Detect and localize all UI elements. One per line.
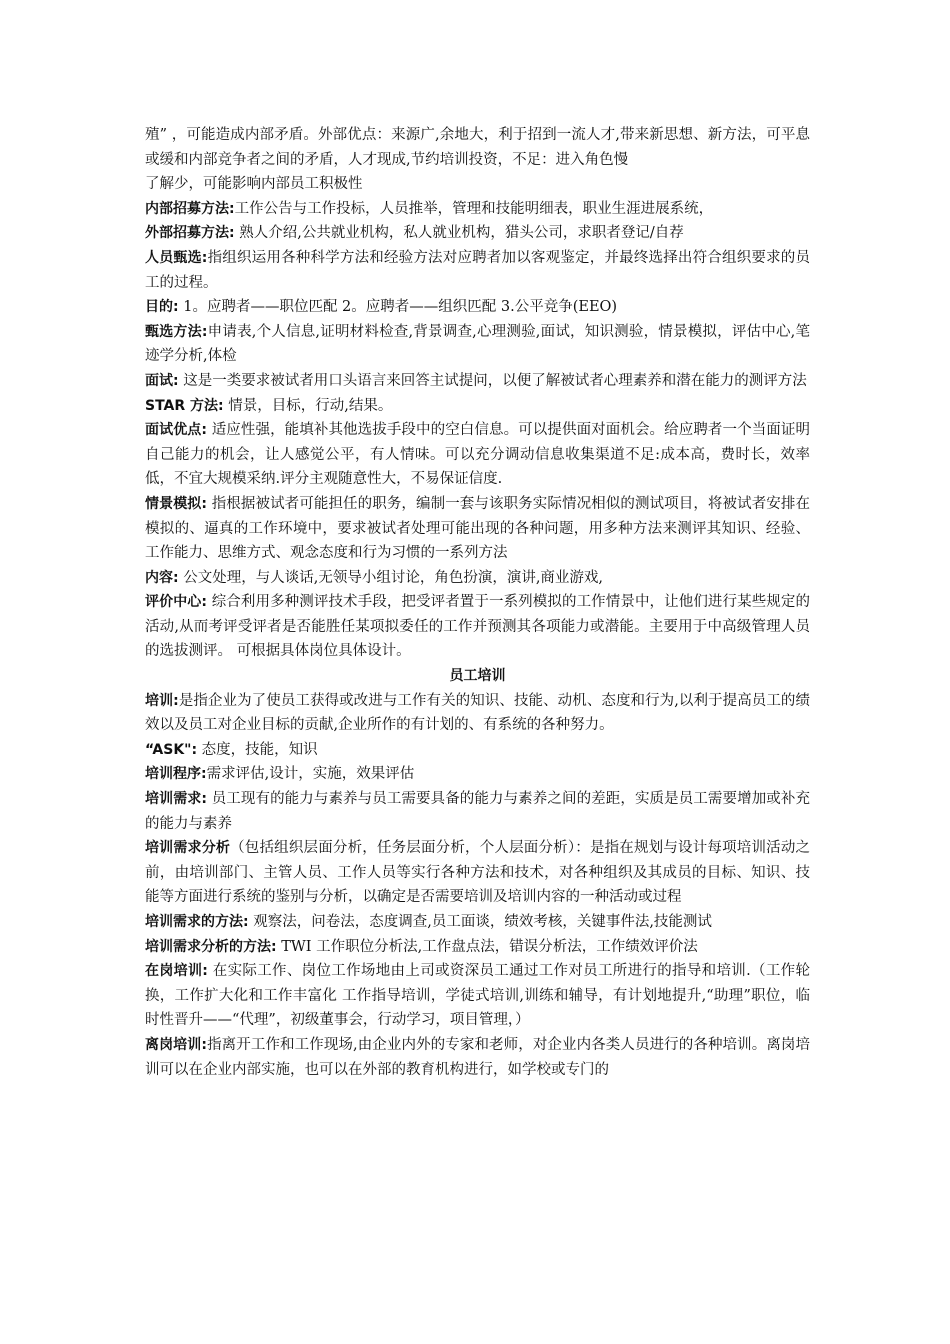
term-label: 培训需求分析 bbox=[145, 840, 231, 857]
paragraph-text: （包括组织层面分析，任务层面分析，个人层面分析）：是指在规划与设计每项培训活动之前，由培训部门、主管人员、工作人员等实行各种方法和技术，对各种组织及其成员的目标、知识、技能等方面进行系统的鉴别与分析，以确定是否需要培训及培训内容的一种活动或过程 bbox=[145, 840, 811, 906]
term-label: 培训需求的方法: bbox=[145, 914, 249, 930]
paragraph bbox=[145, 959, 810, 1033]
term-label: 培训程序: bbox=[145, 766, 207, 783]
term-label: 离岗培训: bbox=[145, 1036, 207, 1053]
paragraph-text: 这是一类要求被试者用口头语言来回答主试提问，以便了解被试者心理素养和潜在能力的测评方法 bbox=[178, 372, 807, 389]
term-label: 情景模拟: bbox=[145, 495, 207, 512]
paragraph bbox=[145, 418, 810, 492]
paragraph-text: 指组织运用各种科学方法和经验方法对应聘者加以客观鉴定，并最终选择出符合组织要求的员工的过程。 bbox=[145, 249, 810, 291]
paragraph bbox=[145, 590, 810, 664]
paragraph bbox=[145, 738, 810, 763]
paragraph bbox=[145, 123, 810, 172]
paragraph-text: 适应性强，能填补其他选拔手段中的空白信息。可以提供面对面机会。给应聘者一个当面证明自己能力的机会，让人感觉公平，有人情味。可以充分调动信息收集渠道不足:成本高，费时长，效率低，不宜大规模采纳.评分主观随意性大，不易保证信度. bbox=[145, 422, 810, 488]
paragraph bbox=[145, 246, 810, 295]
paragraph bbox=[145, 221, 810, 246]
term-label: 甄选方法: bbox=[145, 323, 208, 340]
paragraph-text: 申请表,个人信息,证明材料检查,背景调查,心理测验,面试，知识测验，情景模拟，评估中心,笔迹学分析,体检 bbox=[145, 323, 810, 365]
paragraph-text: 指离开工作和工作现场,由企业内外的专家和老师，对企业内各类人员进行的各种培训。离岗培训可以在企业内部实施，也可以在外部的教育机构进行，如学校或专门的 bbox=[145, 1036, 810, 1078]
term-label: 内容: bbox=[145, 569, 179, 586]
paragraph bbox=[145, 295, 810, 320]
term-label: 内部招募方法: bbox=[145, 200, 235, 217]
paragraph-text: 情景，目标，行动,结果。 bbox=[223, 397, 393, 414]
paragraph bbox=[145, 910, 810, 935]
paragraph-text: 观察法，问卷法，态度调查,员工面谈，绩效考核，关键事件法,技能测试 bbox=[248, 914, 712, 930]
term-label: 培训需求: bbox=[145, 791, 207, 808]
term-label: 面试优点: bbox=[145, 422, 207, 439]
document-page bbox=[145, 123, 810, 1082]
term-label: 外部招募方法: bbox=[145, 225, 235, 242]
paragraph-text: 1。应聘者——职位匹配 2。应聘者——组织匹配 3.公平竞争(EEO) bbox=[178, 299, 618, 316]
paragraph-text: 殖” ，可能造成内部矛盾。外部优点：来源广,余地大，利于招到一流人才,带来新思想、新方法，可平息或缓和内部竞争者之间的矛盾，人才现成,节约培训投资，不足：进入角色慢 bbox=[145, 127, 810, 168]
paragraph-text: 熟人介绍,公共就业机构，私人就业机构，猎头公司，求职者登记/自荐 bbox=[234, 225, 684, 242]
paragraph-text: 工作公告与工作投标，人员推举，管理和技能明细表，职业生涯进展系统， bbox=[234, 200, 714, 217]
paragraph bbox=[145, 689, 810, 738]
paragraph-text: 员工现有的能力与素养与员工需要具备的能力与素养之间的差距，实质是员工需要增加或补充的能力与素养 bbox=[145, 791, 810, 832]
paragraph bbox=[145, 787, 810, 836]
paragraph bbox=[145, 320, 810, 369]
paragraph-text: 是指企业为了使员工获得或改进与工作有关的知识、技能、动机、态度和行为,以利于提高员工的绩效以及员工对企业目标的贡献,企业所作的有计划的、有系统的各种努力。 bbox=[145, 692, 810, 734]
term-label: 培训: bbox=[145, 692, 179, 709]
paragraph bbox=[145, 369, 810, 394]
text-block-training bbox=[145, 689, 810, 1083]
paragraph bbox=[145, 492, 810, 566]
paragraph-text: 在实际工作、岗位工作场地由上司或资深员工通过工作对员工所进行的指导和培训.（工作轮换，工作扩大化和工作丰富化 工作指导培训，学徒式培训,训练和辅导，有计划地提升,“助理”职位，临时性晋升——“代理”，初级董事会，行动学习，项目管理，） bbox=[145, 963, 810, 1029]
paragraph-text: 态度，技能，知识 bbox=[197, 741, 318, 758]
paragraph bbox=[145, 172, 810, 197]
paragraph bbox=[145, 762, 810, 787]
paragraph-text: TWI 工作职位分析法,工作盘点法，错误分析法，工作绩效评价法 bbox=[276, 938, 698, 955]
paragraph-text: 了解少，可能影响内部员工积极性 bbox=[145, 176, 363, 193]
paragraph bbox=[145, 197, 810, 222]
term-label: STAR 方法: bbox=[145, 397, 224, 414]
text-block-recruitment bbox=[145, 123, 810, 664]
term-label: 培训需求分析的方法: bbox=[145, 938, 277, 955]
paragraph bbox=[145, 566, 810, 591]
paragraph bbox=[145, 935, 810, 960]
term-label: “ASK": bbox=[145, 741, 198, 758]
term-label: 评价中心: bbox=[145, 594, 207, 611]
term-label: 人员甄选: bbox=[145, 249, 208, 266]
paragraph bbox=[145, 836, 810, 910]
paragraph bbox=[145, 394, 810, 419]
paragraph bbox=[145, 1033, 810, 1082]
term-label: 在岗培训: bbox=[145, 963, 208, 980]
term-label: 面试: bbox=[145, 372, 179, 389]
section-title: 员工培训 bbox=[449, 668, 506, 685]
paragraph-text: 公文处理，与人谈话,无领导小组讨论，角色扮演，演讲,商业游戏, bbox=[178, 569, 604, 586]
paragraph-text: 综合利用多种测评技术手段，把受评者置于一系列模拟的工作情景中，让他们进行某些规定的活动,从而考评受评者是否能胜任某项拟委任的工作并预测其各项能力或潜能。主要用于中高级管理人员的选拔测评。 可根据具体岗位具体设计。 bbox=[145, 594, 810, 660]
term-label: 目的: bbox=[145, 299, 179, 316]
paragraph-text: 需求评估,设计，实施，效果评估 bbox=[206, 766, 415, 783]
paragraph-text: 指根据被试者可能担任的职务，编制一套与该职务实际情况相似的测试项目，将被试者安排在模拟的、逼真的工作环境中，要求被试者处理可能出现的各种问题，用多种方法来测评其知识、经验、工作能力、思维方式、观念态度和行为习惯的一系列方法 bbox=[145, 495, 810, 562]
